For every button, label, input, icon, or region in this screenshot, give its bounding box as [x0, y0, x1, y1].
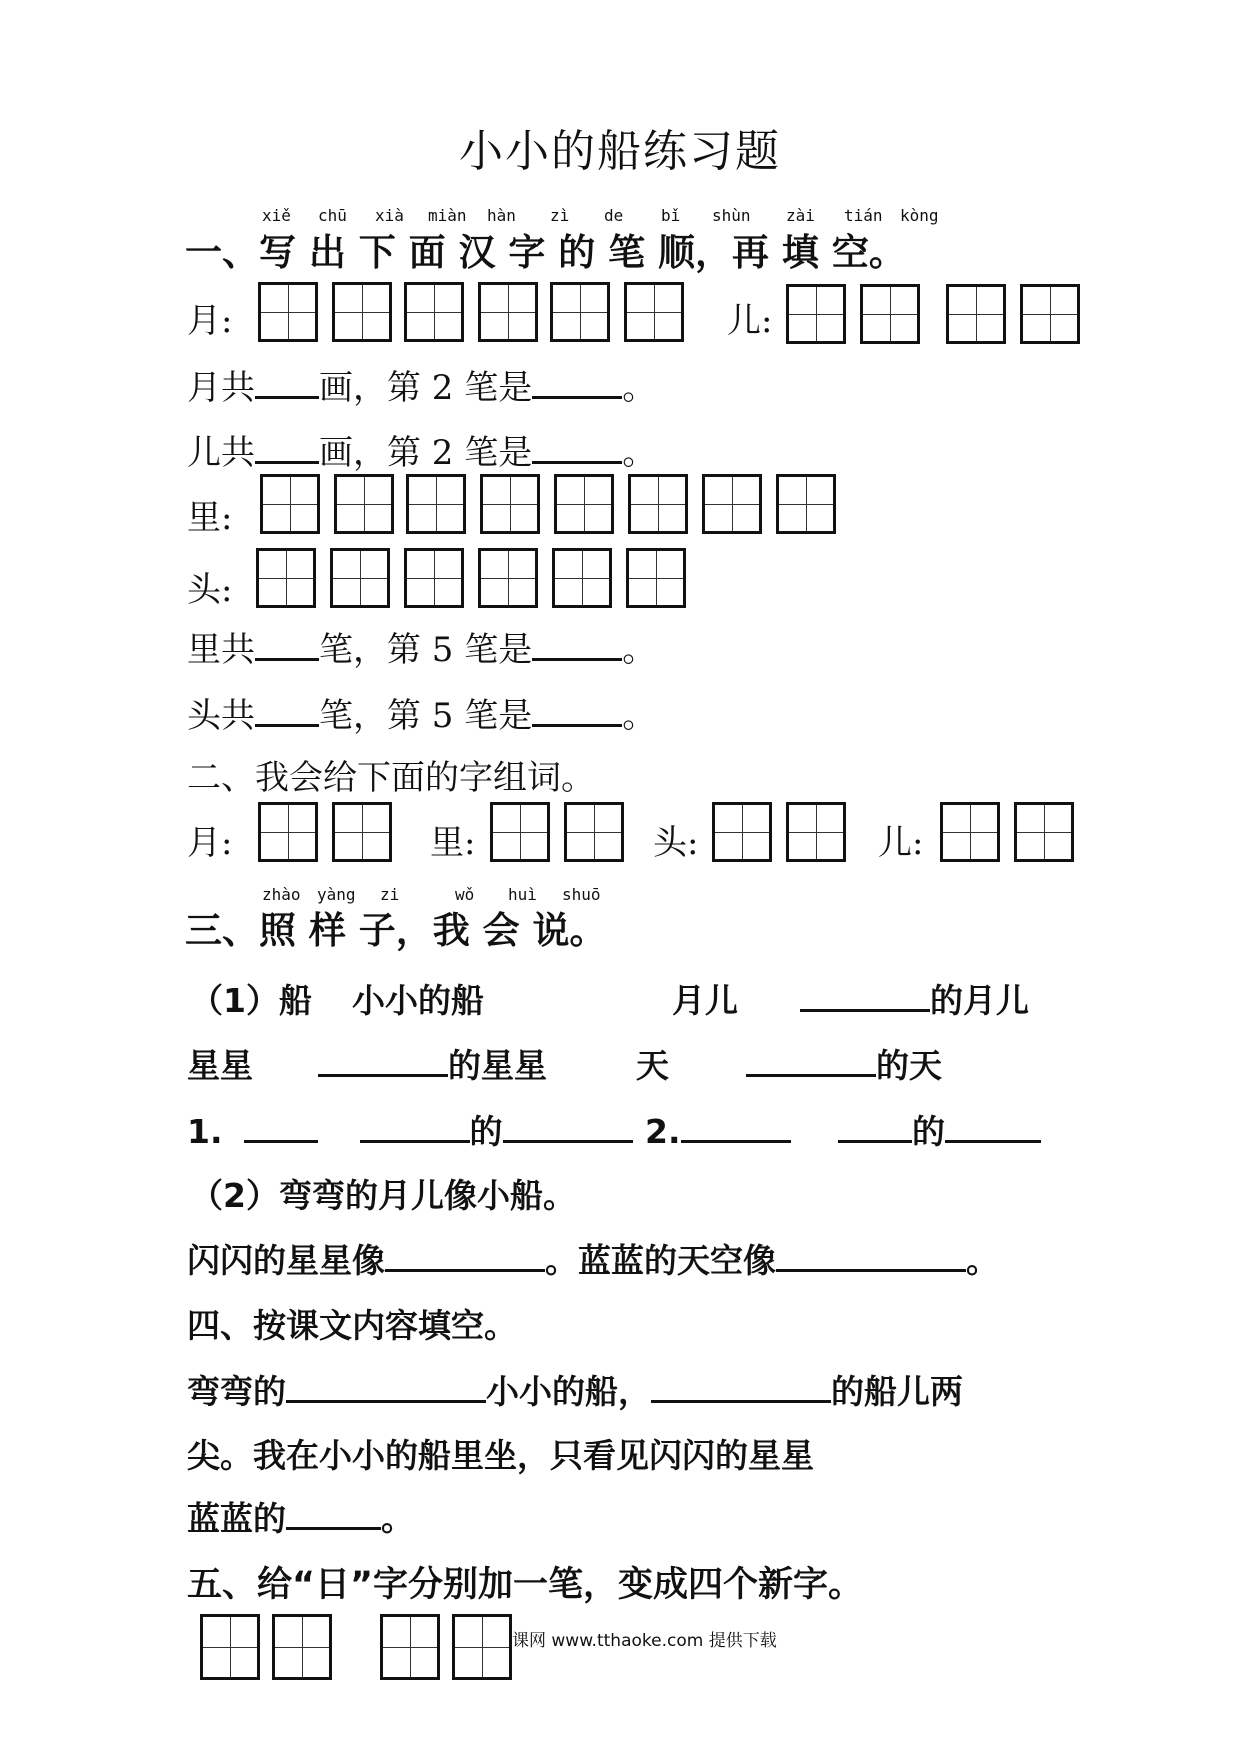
answer-blank[interactable]	[746, 1044, 876, 1077]
tianzige-box[interactable]	[480, 474, 540, 534]
section5-heading: 五、给“日”字分别加一笔，变成四个新字。	[187, 1565, 864, 1605]
page-title: 小小的船练习题	[459, 126, 781, 177]
example1-xing: 星星	[187, 1046, 253, 1085]
answer-blank[interactable]	[318, 1044, 448, 1077]
answer-blank[interactable]	[838, 1110, 912, 1143]
question-number: 1.	[187, 1112, 223, 1151]
example1-tian: 天	[636, 1046, 669, 1085]
question-text: 头共	[187, 696, 255, 736]
question-text: 儿共	[187, 433, 255, 473]
label-tou: 头:	[653, 823, 699, 863]
answer-blank[interactable]	[286, 1497, 381, 1530]
section3-heading: 三、照 样 子，我 会 说。	[185, 909, 607, 952]
tianzige-box[interactable]	[404, 282, 464, 342]
tianzige-box[interactable]	[334, 474, 394, 534]
tianzige-box[interactable]	[564, 802, 624, 862]
question-text: 里共	[187, 630, 255, 670]
text: 蓝蓝的	[187, 1499, 286, 1538]
pinyin: huì	[508, 885, 537, 904]
tianzige-box[interactable]	[554, 474, 614, 534]
answer-blank[interactable]	[681, 1110, 791, 1143]
example2-fill	[187, 1235, 999, 1282]
pinyin: shùn	[712, 206, 751, 225]
example2: （2）弯弯的月儿像小船。	[190, 1176, 576, 1215]
tianzige-box[interactable]	[478, 548, 538, 608]
question-text: 笔，第 5 笔是	[319, 630, 533, 670]
pinyin: zhào	[262, 885, 301, 904]
section4-heading: 四、按课文内容填空。	[187, 1306, 517, 1345]
pinyin: bǐ	[661, 206, 681, 225]
period: 。	[622, 696, 657, 736]
answer-blank[interactable]	[255, 694, 319, 727]
tianzige-box[interactable]	[860, 284, 920, 344]
tianzige-box[interactable]	[404, 548, 464, 608]
label-tou: 头:	[187, 570, 233, 610]
question-number: 2.	[645, 1112, 681, 1151]
answer-suffix: 的月儿	[930, 981, 1029, 1020]
section4-line1	[187, 1366, 963, 1413]
tianzige-box[interactable]	[452, 1614, 512, 1680]
question-text: 笔，第 5 笔是	[319, 696, 533, 736]
tianzige-box[interactable]	[626, 548, 686, 608]
tianzige-box[interactable]	[332, 282, 392, 342]
question-text: 画，第 2 笔是	[319, 433, 533, 473]
tianzige-box[interactable]	[380, 1614, 440, 1680]
tianzige-box[interactable]	[702, 474, 762, 534]
tianzige-box[interactable]	[624, 282, 684, 342]
period: 。	[622, 368, 657, 408]
answer-blank[interactable]	[532, 628, 622, 661]
question-text: 闪闪的星星像	[187, 1241, 385, 1280]
example1-yuer-answer	[800, 975, 1029, 1022]
answer-suffix: 的天	[876, 1046, 942, 1085]
answer-blank[interactable]	[244, 1110, 318, 1143]
pinyin: wǒ	[455, 885, 475, 904]
pinyin: zi	[380, 885, 400, 904]
de-char: 的	[469, 1112, 503, 1151]
pinyin: xiě	[262, 206, 291, 225]
question-text: 月共	[187, 368, 255, 408]
label-yue: 月:	[187, 301, 233, 341]
answer-blank[interactable]	[255, 366, 319, 399]
label-li: 里:	[430, 823, 476, 863]
label-yue: 月:	[187, 823, 233, 863]
tianzige-box[interactable]	[712, 802, 772, 862]
label-er: 儿:	[727, 301, 773, 341]
answer-blank[interactable]	[360, 1110, 470, 1143]
tianzige-box[interactable]	[330, 548, 390, 608]
tianzige-box[interactable]	[1020, 284, 1080, 344]
question-tou	[187, 688, 656, 737]
period: 。	[622, 630, 657, 670]
answer-blank[interactable]	[503, 1110, 633, 1143]
answer-blank[interactable]	[532, 431, 622, 464]
answer-blank[interactable]	[532, 366, 622, 399]
tianzige-box[interactable]	[940, 802, 1000, 862]
section4-line3	[187, 1493, 414, 1540]
tianzige-box[interactable]	[552, 548, 612, 608]
question-er	[187, 425, 656, 474]
label-li: 里:	[187, 498, 233, 538]
tianzige-box[interactable]	[1014, 802, 1074, 862]
answer-blank[interactable]	[255, 431, 319, 464]
period: 。	[622, 433, 657, 473]
section4-line2: 尖。我在小小的船里坐，只看见闪闪的星星	[187, 1436, 814, 1475]
answer-blank[interactable]	[255, 628, 319, 661]
tianzige-box[interactable]	[478, 282, 538, 342]
pinyin: yàng	[317, 885, 356, 904]
pinyin: tián	[844, 206, 883, 225]
tianzige-box[interactable]	[332, 802, 392, 862]
pinyin: miàn	[428, 206, 467, 225]
fill-row-1	[187, 1106, 633, 1153]
tianzige-box[interactable]	[258, 282, 318, 342]
question-text: 画，第 2 笔是	[319, 368, 533, 408]
pinyin: zài	[786, 206, 815, 225]
pinyin: hàn	[487, 206, 516, 225]
tianzige-box[interactable]	[260, 474, 320, 534]
pinyin: xià	[375, 206, 404, 225]
pinyin: kòng	[900, 206, 939, 225]
tianzige-box[interactable]	[256, 548, 316, 608]
fill-row-2	[645, 1106, 1041, 1153]
example1-num: （1）船	[190, 981, 312, 1020]
period: 。	[966, 1241, 999, 1280]
section2-heading: 二、我会给下面的字组词。	[187, 758, 595, 798]
section1-heading: 一、写 出 下 面 汉 字 的 笔 顺，再 填 空。	[185, 231, 906, 274]
example1-xing-answer	[318, 1040, 547, 1087]
tianzige-box[interactable]	[200, 1614, 260, 1680]
pinyin: shuō	[562, 885, 601, 904]
answer-suffix: 的星星	[448, 1046, 547, 1085]
answer-blank[interactable]	[286, 1370, 486, 1403]
answer-blank[interactable]	[800, 979, 930, 1012]
text: 的船儿两	[831, 1372, 963, 1411]
footer-watermark: 课网 www.tthaoke.com 提供下载	[512, 1631, 777, 1651]
tianzige-box[interactable]	[272, 1614, 332, 1680]
question-li	[187, 622, 656, 671]
answer-blank[interactable]	[776, 1239, 966, 1272]
de-char: 的	[912, 1112, 945, 1151]
tianzige-box[interactable]	[490, 802, 550, 862]
tianzige-box[interactable]	[258, 802, 318, 862]
example1-yuer: 月儿	[672, 981, 738, 1020]
pinyin: de	[604, 206, 624, 225]
label-er: 儿:	[878, 823, 924, 863]
tianzige-box[interactable]	[786, 802, 846, 862]
tianzige-box[interactable]	[550, 282, 610, 342]
text: 小小的船，	[486, 1372, 651, 1411]
pinyin: zì	[550, 206, 570, 225]
tianzige-box[interactable]	[946, 284, 1006, 344]
example1-tian-answer	[746, 1040, 942, 1087]
tianzige-box[interactable]	[776, 474, 836, 534]
question-text: 。蓝蓝的天空像	[545, 1241, 776, 1280]
example1-sample: 小小的船	[352, 981, 484, 1020]
tianzige-box[interactable]	[406, 474, 466, 534]
answer-blank[interactable]	[385, 1239, 545, 1272]
period: 。	[381, 1499, 414, 1538]
answer-blank[interactable]	[651, 1370, 831, 1403]
text: 弯弯的	[187, 1372, 286, 1411]
pinyin: chū	[318, 206, 347, 225]
tianzige-box[interactable]	[786, 284, 846, 344]
answer-blank[interactable]	[532, 694, 622, 727]
question-yue	[187, 360, 656, 409]
tianzige-box[interactable]	[628, 474, 688, 534]
answer-blank[interactable]	[945, 1110, 1041, 1143]
